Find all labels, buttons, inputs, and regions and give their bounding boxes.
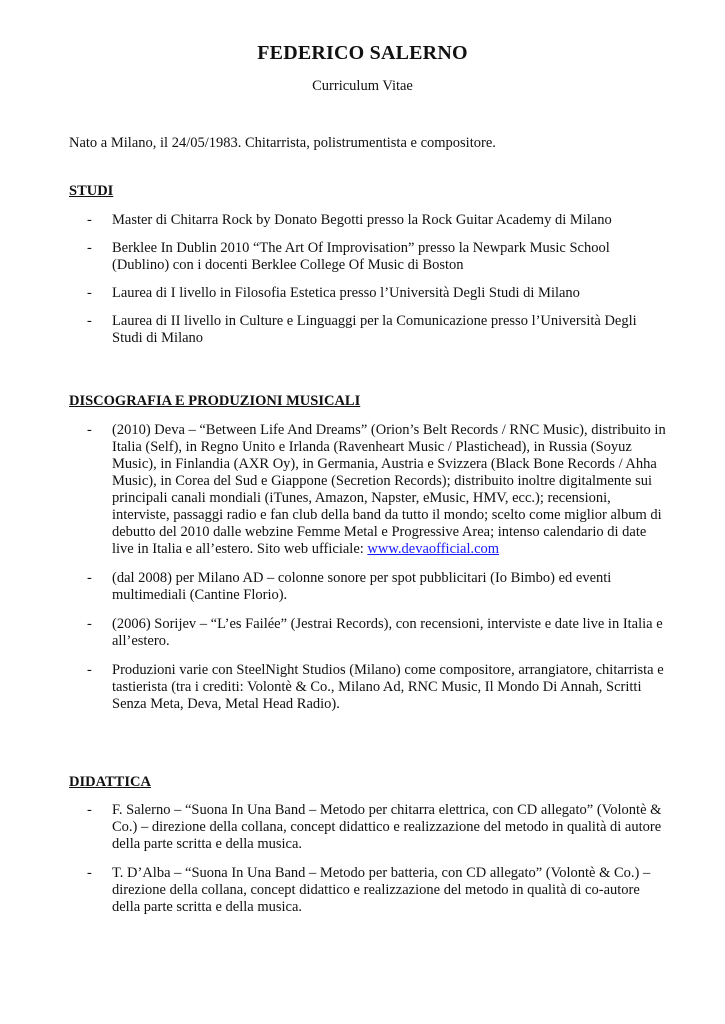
list-item	[87, 662, 667, 713]
list-item-text: (2010) Deva – “Between Life And Dreams” (Orion’s Belt Records / RNC Music), distribuito in Italia (Self), in Regno Unito e Irlanda (Ravenheart Music / Plastichead), in Russia (Soyuz Music), in Finlandia (AXR Oy), in Germania, Austria e Svizzera (Black Bone Records / Ahha Music), in Corea del Sud e Giappone (Secretion Records); distribuito inoltre digitalmente sui principali canali mondiali (iTunes, Amazon, Napster, eMusic, HMV, ecc.); recensioni, interviste, passaggi radio e fan club della band da tutto il mondo; scelto come miglior album di debutto del 2010 dalle webzine Femme Metal e Progressive Area; intenso calendario di date live in Italia e all’estero. Sito web ufficiale:	[112, 422, 666, 557]
section-heading-studi: STUDI	[69, 183, 114, 199]
list-item-text: Master di Chitarra Rock by Donato Begotti presso la Rock Guitar Academy di Milano	[112, 212, 612, 228]
list-item	[87, 422, 667, 558]
list-item-text: F. Salerno – “Suona In Una Band – Metodo per chitarra elettrica, con CD allegato” (Volontè & Co.) – direzione della collana, concept didattico e realizzazione del metodo in qualità di autore della parte scritta e della musica.	[112, 802, 662, 852]
list-item-text: Berklee In Dublin 2010 “The Art Of Improvisation” presso la Newpark Music School (Dublino) con i docenti Berklee College Of Music di Boston	[112, 240, 610, 273]
list-item-text: Produzioni varie con SteelNight Studios (Milano) come compositore, arrangiatore, chitarrista e tastierista (tra i crediti: Volontè & Co., Milano Ad, RNC Music, Il Mondo Di Annah, Scritti Senza Meta, Deva, Metal Head Radio).	[112, 662, 664, 712]
bullet-dash: -	[87, 285, 92, 301]
bullet-dash: -	[87, 422, 92, 438]
bullet-dash: -	[87, 313, 92, 329]
discografia-list	[87, 422, 667, 713]
list-item-text: Laurea di I livello in Filosofia Estetica presso l’Università Degli Studi di Milano	[112, 285, 580, 301]
section-heading-didattica: DIDATTICA	[69, 774, 151, 790]
deva-website-link[interactable]: www.devaofficial.com	[367, 541, 500, 557]
bullet-dash: -	[87, 802, 92, 818]
section-heading-discografia: DISCOGRAFIA E PRODUZIONI MUSICALI	[69, 393, 361, 409]
list-item-text: Laurea di II livello in Culture e Linguaggi per la Comunicazione presso l’Università Degli Studi di Milano	[112, 313, 637, 346]
page-title: FEDERICO SALERNO	[257, 42, 468, 64]
list-item	[87, 802, 667, 853]
studi-list	[87, 212, 667, 347]
intro-paragraph: Nato a Milano, il 24/05/1983. Chitarrista, polistrumentista e compositore.	[69, 135, 496, 151]
list-item	[87, 212, 667, 229]
list-item-text: (2006) Sorijev – “L’es Failée” (Jestrai Records), con recensioni, interviste e date live in Italia e all’estero.	[112, 616, 663, 649]
bullet-dash: -	[87, 616, 92, 632]
list-item	[87, 616, 667, 650]
page-subtitle: Curriculum Vitae	[312, 78, 413, 94]
bullet-dash: -	[87, 570, 92, 586]
didattica-list	[87, 802, 667, 916]
list-item	[87, 865, 667, 916]
bullet-dash: -	[87, 240, 92, 256]
list-item	[87, 570, 667, 604]
list-item	[87, 285, 667, 302]
list-item	[87, 240, 667, 274]
list-item	[87, 313, 667, 347]
bullet-dash: -	[87, 662, 92, 678]
bullet-dash: -	[87, 865, 92, 881]
list-item-text: T. D’Alba – “Suona In Una Band – Metodo per batteria, con CD allegato” (Volontè & Co.) – direzione della collana, concept didattico e realizzazione del metodo in qualità di co-autore della parte scritta e della musica.	[112, 865, 651, 915]
bullet-dash: -	[87, 212, 92, 228]
list-item-text: (dal 2008) per Milano AD – colonne sonore per spot pubblicitari (Io Bimbo) ed eventi multimediali (Cantine Florio).	[112, 570, 612, 603]
